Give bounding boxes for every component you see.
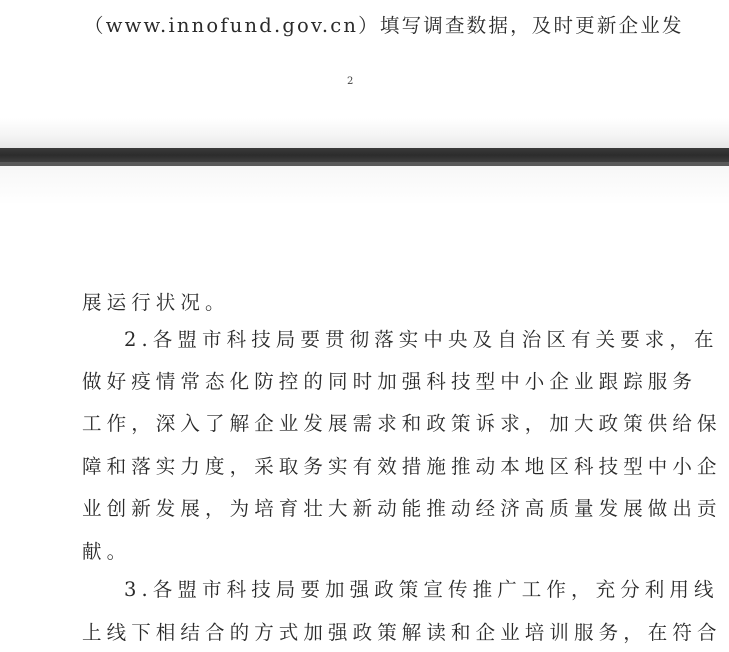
text-line: （www.innofund.gov.cn）填写调查数据，及时更新企业发	[84, 14, 684, 37]
text-line: 展运行状况。	[82, 291, 230, 314]
text-line: 业创新发展，为培育壮大新动能推动经济高质量发展做出贡	[82, 497, 722, 520]
text-line: 障和落实力度，采取务实有效措施推动本地区科技型中小企	[82, 455, 722, 478]
text-line: 献。	[82, 540, 132, 563]
page-fold-shadow	[0, 118, 729, 148]
text-line: 上线下相结合的方式加强政策解读和企业培训服务，在符合	[82, 621, 722, 644]
text-line: 工作，深入了解企业发展需求和政策诉求，加大政策供给保	[82, 412, 722, 435]
previous-page-fragment	[0, 0, 729, 148]
text-line: 做好疫情常态化防控的同时加强科技型中小企业跟踪服务	[82, 370, 698, 393]
page-separator	[0, 148, 729, 166]
text-line: 3.各盟市科技局要加强政策宣传推广工作，充分利用线	[124, 578, 719, 601]
current-page	[0, 166, 729, 652]
text-line: 2.各盟市科技局要贯彻落实中央及自治区有关要求，在	[124, 328, 719, 351]
page-number: 2	[347, 76, 354, 87]
